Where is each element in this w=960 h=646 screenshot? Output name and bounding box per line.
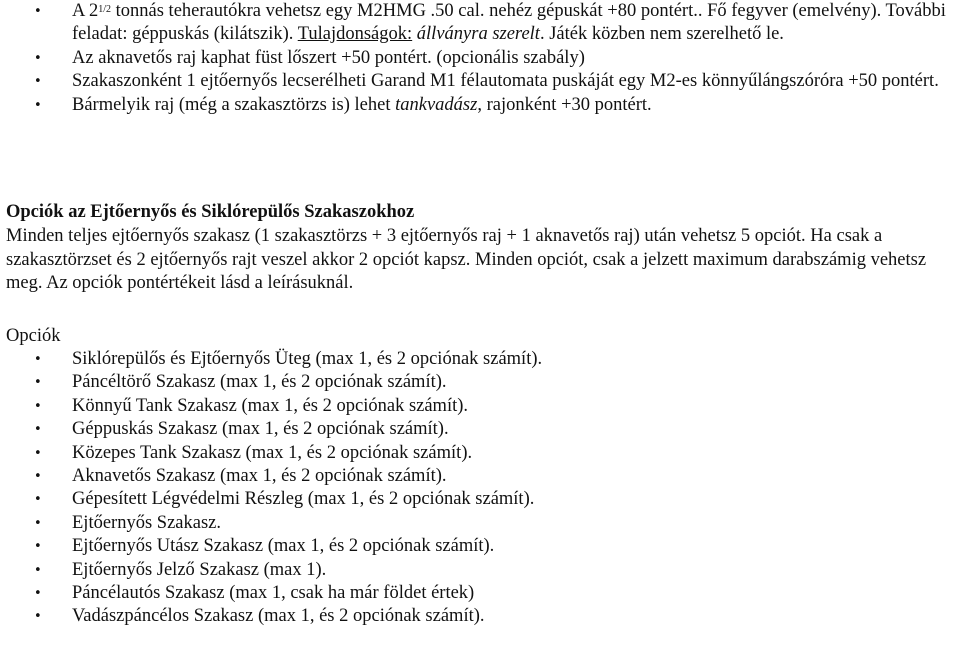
list-item-flamethrower bbox=[0, 70, 960, 93]
option-item bbox=[0, 535, 960, 558]
option-text: Könnyű Tank Szakasz (max 1, és 2 opciónak számít). bbox=[72, 395, 469, 416]
option-item bbox=[0, 418, 960, 441]
list-item-tank-hunter bbox=[0, 94, 960, 117]
top-bullet-list bbox=[0, 0, 960, 117]
list-item-truck-mg bbox=[0, 0, 960, 47]
bullet-icon: • bbox=[34, 375, 42, 391]
option-item bbox=[0, 348, 960, 371]
tank-hunter-term: tankvadász bbox=[395, 94, 478, 115]
option-text: Géppuskás Szakasz (max 1, és 2 opciónak számít). bbox=[72, 419, 449, 440]
option-text: Aknavetős Szakasz (max 1, és 2 opciónak számít). bbox=[72, 466, 447, 487]
bullet-icon: • bbox=[34, 97, 42, 113]
option-item bbox=[0, 605, 960, 628]
item-text: Szakaszonként 1 ejtőernyős lecserélheti Garand M1 félautomata puskáját egy M2-es könnyűlángszóróra +50 pontért. bbox=[72, 71, 939, 92]
bullet-icon: • bbox=[34, 398, 42, 414]
bullet-icon: • bbox=[34, 4, 42, 19]
option-item bbox=[0, 582, 960, 605]
option-item bbox=[0, 395, 960, 418]
option-item bbox=[0, 488, 960, 511]
bullet-icon: • bbox=[34, 586, 42, 602]
properties-label: Tulajdonságok: bbox=[297, 24, 413, 45]
item-text: , rajonként +30 pontért. bbox=[477, 94, 652, 115]
option-text: Ejtőernyős Szakasz. bbox=[72, 512, 221, 533]
option-item bbox=[0, 442, 960, 465]
fraction-superscript: 1/2 bbox=[98, 4, 111, 15]
options-title: Opciók bbox=[6, 326, 61, 346]
option-text: Páncéltörő Szakasz (max 1, és 2 opciónak számít). bbox=[72, 372, 447, 393]
option-text: Közepes Tank Szakasz (max 1, és 2 opciónak számít). bbox=[72, 442, 473, 463]
option-text: Siklórepülős és Ejtőernyős Üteg (max 1, és 2 opciónak számít). bbox=[72, 349, 543, 369]
bullet-icon: • bbox=[34, 515, 42, 531]
bullet-icon: • bbox=[34, 609, 42, 625]
bullet-icon: • bbox=[34, 422, 42, 438]
item-text: Bármelyik raj (még a szakasztörzs is) lehet bbox=[72, 94, 396, 115]
option-text: Ejtőernyős Jelző Szakasz (max 1). bbox=[72, 559, 327, 580]
property-value: állványra szerelt bbox=[416, 24, 540, 45]
option-item bbox=[0, 559, 960, 582]
item-text: . Játék közben nem szerelhető le. bbox=[539, 24, 784, 45]
bullet-icon: • bbox=[34, 469, 42, 485]
option-text: Páncélautós Szakasz (max 1, csak ha már földet értek) bbox=[72, 583, 475, 604]
option-item bbox=[0, 512, 960, 535]
options-list bbox=[0, 348, 960, 629]
bullet-icon: • bbox=[34, 562, 42, 578]
option-item bbox=[0, 465, 960, 488]
option-text: Ejtőernyős Utász Szakasz (max 1, és 2 opciónak számít). bbox=[72, 536, 495, 557]
option-item bbox=[0, 371, 960, 394]
item-text: tonnás teherautókra vehetsz egy M2HMG .50 cal. nehéz gépuskát +80 pontért.. Fő fegyver (emelvény). További feladat: géppuskás (kilátszik). bbox=[72, 1, 946, 45]
section-paragraph: Minden teljes ejtőernyős szakasz (1 szakasztörzs + 3 ejtőernyős raj + 1 aknavetős raj) után vehetsz 5 opciót. Ha csak a szakasztörzset és 2 ejtőernyős rajt veszel akkor 2 opciót kapsz. Minden opciót, csak a jelzett maximum darabszámig vehetsz meg. Az opciók pontértékeit lásd a leírásuknál. bbox=[6, 226, 927, 294]
item-text: Az aknavetős raj kaphat füst lőszert +50 pontért. (opcionális szabály) bbox=[72, 47, 585, 68]
bullet-icon: • bbox=[34, 492, 42, 508]
bullet-icon: • bbox=[34, 539, 42, 555]
list-item-smoke-ammo bbox=[0, 47, 960, 70]
section-heading: Opciók az Ejtőernyős és Siklórepülős Szakaszokhoz bbox=[6, 202, 415, 222]
bullet-icon: • bbox=[34, 352, 42, 367]
bullet-icon: • bbox=[34, 74, 42, 90]
item-text: A 2 bbox=[72, 1, 99, 21]
option-text: Gépesített Légvédelmi Részleg (max 1, és 2 opciónak számít). bbox=[72, 489, 535, 510]
option-text: Vadászpáncélos Szakasz (max 1, és 2 opciónak számít). bbox=[72, 606, 485, 627]
bullet-icon: • bbox=[34, 445, 42, 461]
bullet-icon: • bbox=[34, 50, 42, 66]
